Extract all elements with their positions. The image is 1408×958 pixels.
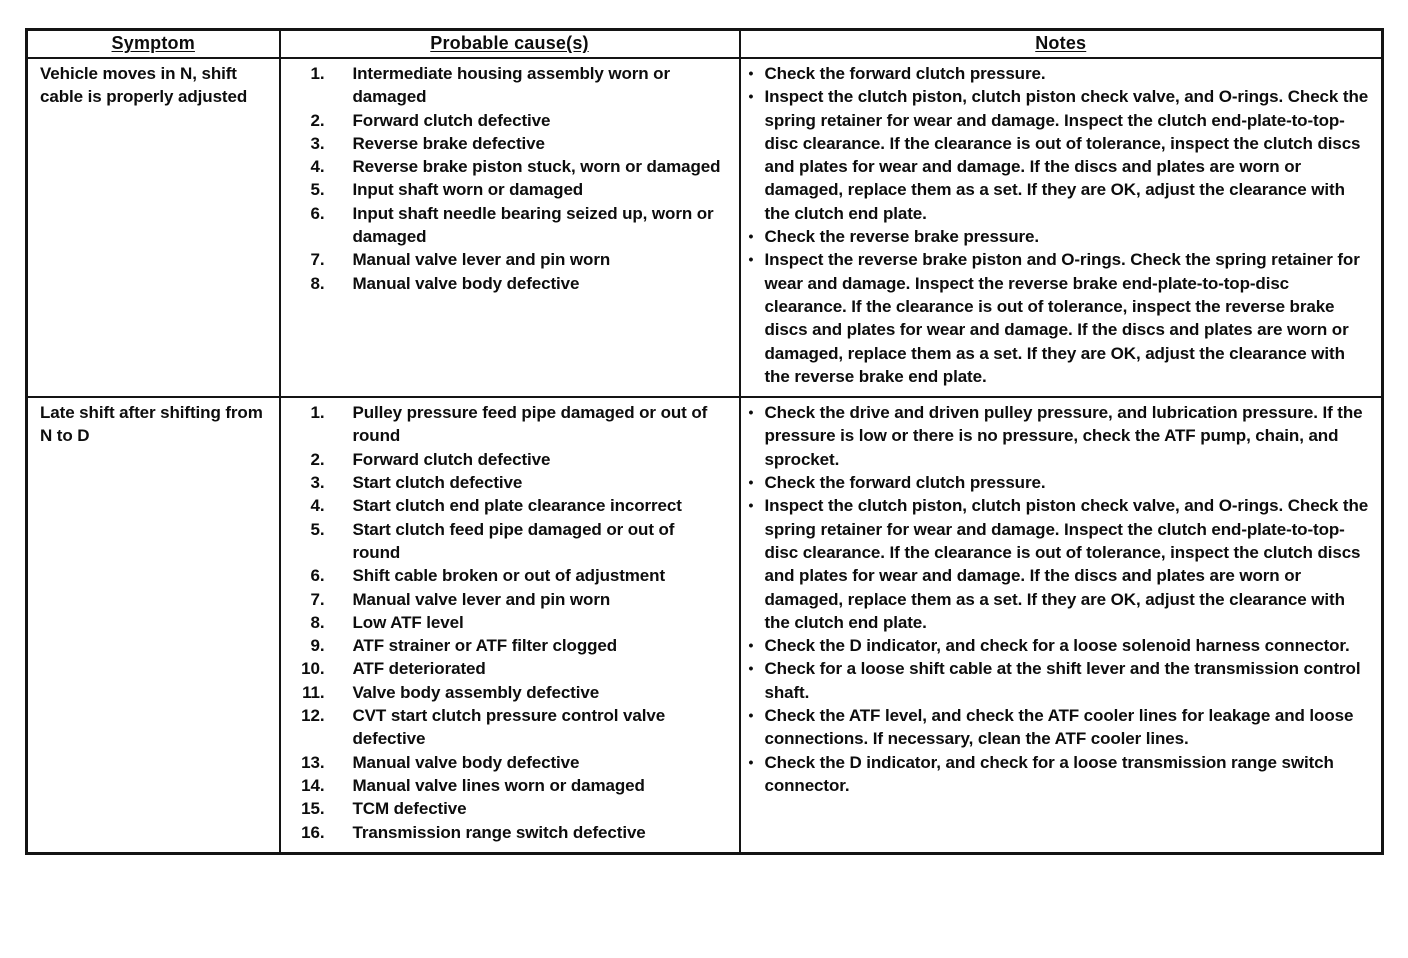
cause-number: 14. [301,775,325,795]
column-header-probable-causes: Probable cause(s) [280,30,740,59]
note-item [749,248,1372,388]
cause-item [287,202,733,249]
note-text: Inspect the reverse brake piston and O-rings. Check the spring retainer for wear and damage. Inspect the reverse brake end-plate-to-top-disc clearance. If the clearance is out of tolerance, inspect the reverse brake discs and plates for wear and damage. If the discs and plates are worn or damaged, replace them as a set. If they are OK, adjust the clearance with the reverse brake end plate. [764,250,1360,386]
note-text: Inspect the clutch piston, clutch piston check valve, and O-rings. Check the spring retainer for wear and damage. Inspect the clutch end-plate-to-top-disc clearance. If the clearance is out of tolerance, inspect the clutch discs and plates for wear and damage. If the discs and plates are worn or damaged, replace them as a set. If they are OK, adjust the clearance with the clutch end plate. [764,87,1369,223]
cause-number: 10. [301,659,325,679]
cause-item [287,494,733,517]
cause-item [287,471,733,494]
bullet-icon: • [748,660,754,677]
cause-item [287,751,733,774]
cause-number: 15. [301,799,325,819]
note-text: Inspect the clutch piston, clutch piston check valve, and O-rings. Check the spring retainer for wear and damage. Inspect the clutch end-plate-to-top-disc clearance. If the clearance is out of tolerance, inspect the clutch discs and plates for wear and damage. If the discs and plates are worn or damaged, replace them as a set. If they are OK, adjust the clearance with the clutch end plate. [764,496,1369,632]
cause-text: CVT start clutch pressure control valve defective [352,706,666,749]
note-item [749,704,1372,751]
cause-text: Forward clutch defective [352,110,551,130]
cause-number: 8. [310,273,325,293]
cause-item [287,248,733,271]
cause-number: 3. [310,133,325,153]
bullet-icon: • [748,637,754,654]
note-text: Check the D indicator, and check for a loose solenoid harness connector. [764,636,1350,656]
causes-cell [280,58,740,397]
note-text: Check for a loose shift cable at the shift lever and the transmission control shaft. [764,659,1361,702]
cause-item [287,448,733,471]
cause-text: Start clutch defective [352,473,523,493]
causes-cell [280,397,740,853]
cause-text: Intermediate housing assembly worn or damaged [352,64,670,107]
symptom-text: Vehicle moves in N, shift cable is properly adjusted [40,64,248,107]
cause-item [287,518,733,565]
note-item [749,634,1372,657]
cause-item [287,564,733,587]
note-item [749,225,1372,248]
table-row [27,58,1383,397]
cause-number: 12. [301,706,325,726]
cause-number: 2. [310,110,325,130]
cause-text: Shift cable broken or out of adjustment [352,566,666,586]
bullet-icon: • [748,228,754,245]
cause-number: 5. [310,519,325,539]
symptom-text: Late shift after shifting from N to D [40,403,263,446]
cause-number: 1. [310,64,325,83]
cause-text: Input shaft needle bearing seized up, worn or damaged [352,203,714,247]
cause-text: Forward clutch defective [352,449,551,469]
table-row [27,397,1383,853]
cause-number: 5. [310,180,325,200]
cause-text: Reverse brake piston stuck, worn or damaged [352,157,721,177]
cause-number: 6. [310,566,325,586]
cause-item [287,272,733,295]
cause-number: 11. [302,682,325,702]
cause-text: Manual valve lever and pin worn [352,589,611,609]
cause-item [287,821,733,844]
cause-text: Valve body assembly defective [352,682,600,702]
cause-text: Start clutch feed pipe damaged or out of round [352,519,675,562]
note-text: Check the drive and driven pulley pressure, and lubrication pressure. If the pressure is low or there is no pressure, check the ATF pump, chain, and sprocket. [764,403,1363,469]
column-header-notes: Notes [740,30,1383,59]
symptom-cell [27,397,280,853]
cause-number: 13. [301,752,325,772]
cause-number: 3. [310,473,325,493]
note-item [749,657,1372,704]
cause-number: 9. [310,636,325,656]
cause-item [287,774,733,797]
cause-item [287,132,733,155]
notes-cell [740,397,1383,853]
cause-text: Manual valve lever and pin worn [352,250,611,270]
cause-item [287,634,733,657]
cause-number: 2. [310,449,325,469]
bullet-icon: • [748,707,754,724]
bullet-icon: • [748,404,754,421]
note-text: Check the D indicator, and check for a loose transmission range switch connector. [764,752,1334,795]
note-item [749,494,1372,634]
cause-text: Manual valve lines worn or damaged [352,775,645,795]
cause-item [287,797,733,820]
cause-text: Reverse brake defective [352,133,545,153]
cause-item [287,109,733,132]
symptom-cell [27,58,280,397]
troubleshooting-table [25,28,1384,855]
cause-item [287,401,733,448]
cause-item [287,588,733,611]
note-item [749,751,1372,798]
note-text: Check the ATF level, and check the ATF cooler lines for leakage and loose connections. If necessary, clean the ATF cooler lines. [764,706,1354,749]
cause-text: Pulley pressure feed pipe damaged or out of round [352,403,708,446]
note-item [749,85,1372,225]
notes-cell [740,58,1383,397]
cause-text: ATF strainer or ATF filter clogged [352,636,618,656]
column-header-symptom: Symptom [27,30,280,59]
table-body [27,58,1383,853]
cause-text: Input shaft worn or damaged [352,180,584,200]
note-text: Check the forward clutch pressure. [764,473,1046,493]
cause-number: 8. [310,612,325,632]
bullet-icon: • [748,474,754,491]
bullet-icon: • [748,497,754,514]
cause-number: 6. [310,203,325,223]
cause-text: Manual valve body defective [352,273,580,293]
cause-item [287,681,733,704]
cause-text: Low ATF level [352,612,464,632]
cause-number: 4. [310,496,325,516]
cause-text: TCM defective [352,799,467,819]
cause-item [287,62,733,109]
bullet-icon: • [748,753,754,770]
cause-number: 16. [301,822,325,842]
note-text: Check the reverse brake pressure. [764,227,1040,247]
bullet-icon: • [748,251,754,268]
cause-number: 1. [310,403,325,423]
table-header-row [27,30,1383,59]
cause-text: Start clutch end plate clearance incorrect [352,496,682,516]
cause-number: 7. [310,250,325,270]
cause-item [287,704,733,751]
cause-text: Manual valve body defective [352,752,580,772]
note-text: Check the forward clutch pressure. [764,64,1046,83]
cause-item [287,657,733,680]
cause-number: 7. [310,589,325,609]
note-item [749,62,1372,85]
cause-number: 4. [310,157,325,177]
cause-text: ATF deteriorated [352,659,486,679]
bullet-icon: • [748,88,754,105]
cause-item [287,178,733,201]
note-item [749,471,1372,494]
note-item [749,401,1372,471]
bullet-icon: • [748,65,754,81]
cause-item [287,611,733,634]
cause-text: Transmission range switch defective [352,822,646,842]
cause-item [287,155,733,178]
